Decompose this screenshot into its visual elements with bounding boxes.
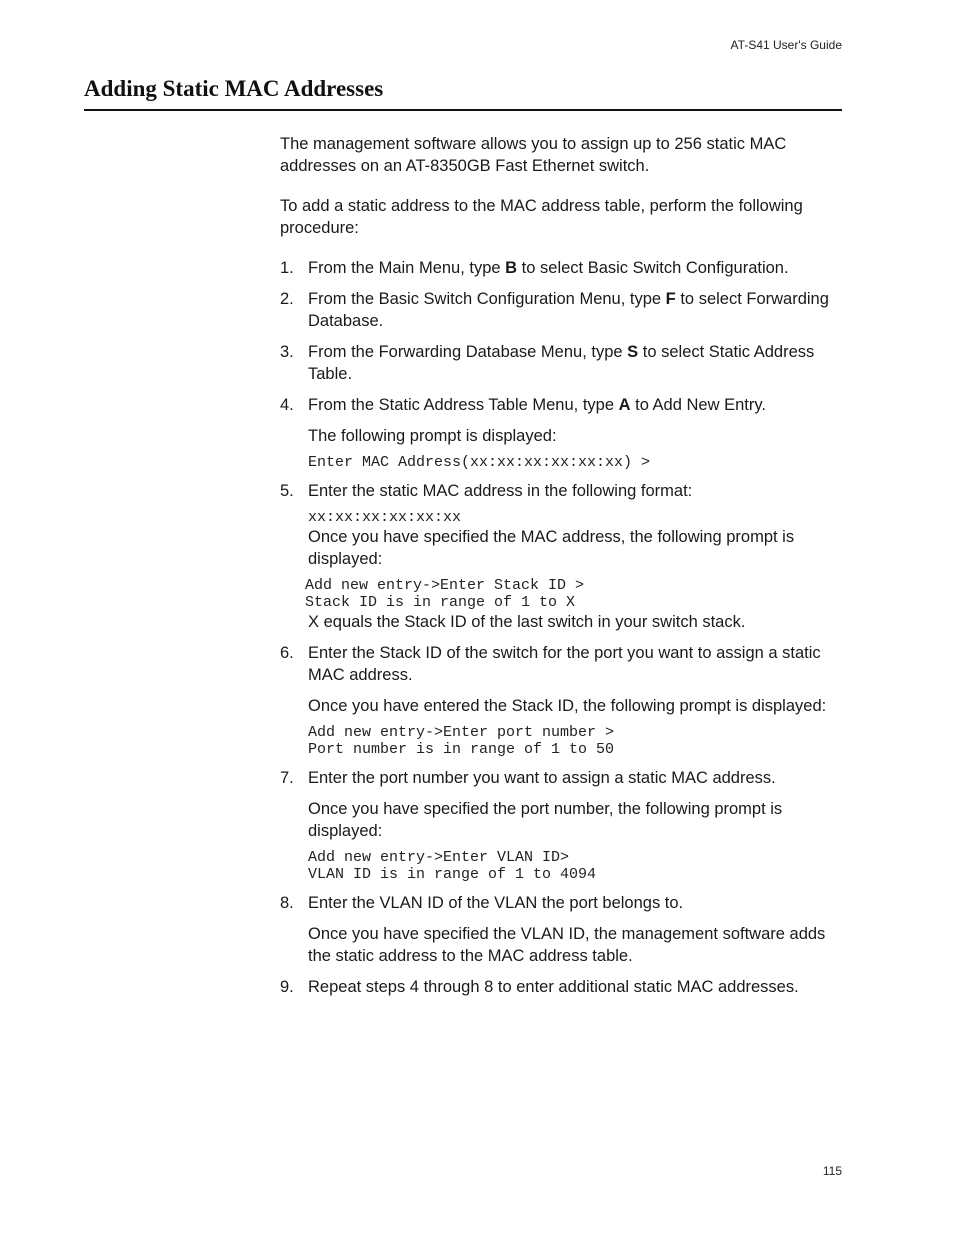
step-text: Enter the port number you want to assign a static MAC address. <box>308 769 776 787</box>
intro-paragraph: The management software allows you to assign up to 256 static MAC addresses on an AT-8350GB Fast Ethernet switch. <box>280 135 787 175</box>
step-number: 2. <box>280 290 294 308</box>
running-header: AT-S41 User's Guide <box>730 38 842 52</box>
procedure-step-3 <box>280 341 846 385</box>
step-note: Once you have entered the Stack ID, the following prompt is displayed: <box>308 697 827 715</box>
console-prompt: Add new entry->Enter port number > Port number is in range of 1 to 50 <box>308 724 615 758</box>
procedure-step-8 <box>280 892 846 967</box>
procedure-step-6 <box>280 642 846 758</box>
step-note: X equals the Stack ID of the last switch in your switch stack. <box>308 613 746 631</box>
step-number: 1. <box>280 259 294 277</box>
procedure-step-9 <box>280 976 846 998</box>
step-text: Enter the static MAC address in the following format: <box>308 482 693 500</box>
step-number: 8. <box>280 894 294 912</box>
mac-format: xx:xx:xx:xx:xx:xx <box>308 509 462 526</box>
step-number: 3. <box>280 343 294 361</box>
step-number: 6. <box>280 644 294 662</box>
step-text: From the Forwarding Database Menu, type S to select Static Address Table. <box>308 343 815 383</box>
console-prompt: Enter MAC Address(xx:xx:xx:xx:xx:xx) > <box>308 454 651 471</box>
console-prompt: Add new entry->Enter Stack ID > Stack ID is in range of 1 to X <box>305 577 585 611</box>
step-text: Repeat steps 4 through 8 to enter additional static MAC addresses. <box>308 978 799 996</box>
key-letter: S <box>627 343 639 361</box>
procedure-step-4 <box>280 394 846 471</box>
step-text: From the Main Menu, type B to select Basic Switch Configuration. <box>308 259 789 277</box>
step-note: Once you have specified the port number, the following prompt is displayed: <box>308 800 783 840</box>
step-number: 7. <box>280 769 294 787</box>
key-letter: F <box>665 290 676 308</box>
step-number: 9. <box>280 978 294 996</box>
procedure-step-7 <box>280 767 846 883</box>
title-rule <box>84 109 842 111</box>
console-prompt: Add new entry->Enter VLAN ID> VLAN ID is in range of 1 to 4094 <box>308 849 597 883</box>
body-text <box>280 133 846 998</box>
step-text: Enter the VLAN ID of the VLAN the port belongs to. <box>308 894 684 912</box>
step-note: The following prompt is displayed: <box>308 427 557 445</box>
section-title: Adding Static MAC Addresses <box>84 76 384 101</box>
procedure-step-1 <box>280 257 846 279</box>
step-note: Once you have specified the VLAN ID, the management software adds the static address to the MAC address table. <box>308 925 826 965</box>
key-letter: B <box>505 259 518 277</box>
step-text: From the Basic Switch Configuration Menu, type F to select Forwarding Database. <box>308 290 829 330</box>
step-note: Once you have specified the MAC address, the following prompt is displayed: <box>308 528 795 568</box>
key-letter: A <box>618 396 631 414</box>
step-number: 5. <box>280 482 294 500</box>
step-text: From the Static Address Table Menu, type A to Add New Entry. <box>308 396 766 414</box>
procedure-step-5 <box>280 480 846 633</box>
procedure-step-2 <box>280 288 846 332</box>
page-number: 115 <box>822 1164 842 1178</box>
intro-paragraph: To add a static address to the MAC address table, perform the following procedure: <box>280 197 803 237</box>
step-number: 4. <box>280 396 294 414</box>
step-text: Enter the Stack ID of the switch for the port you want to assign a static MAC address. <box>308 644 821 684</box>
